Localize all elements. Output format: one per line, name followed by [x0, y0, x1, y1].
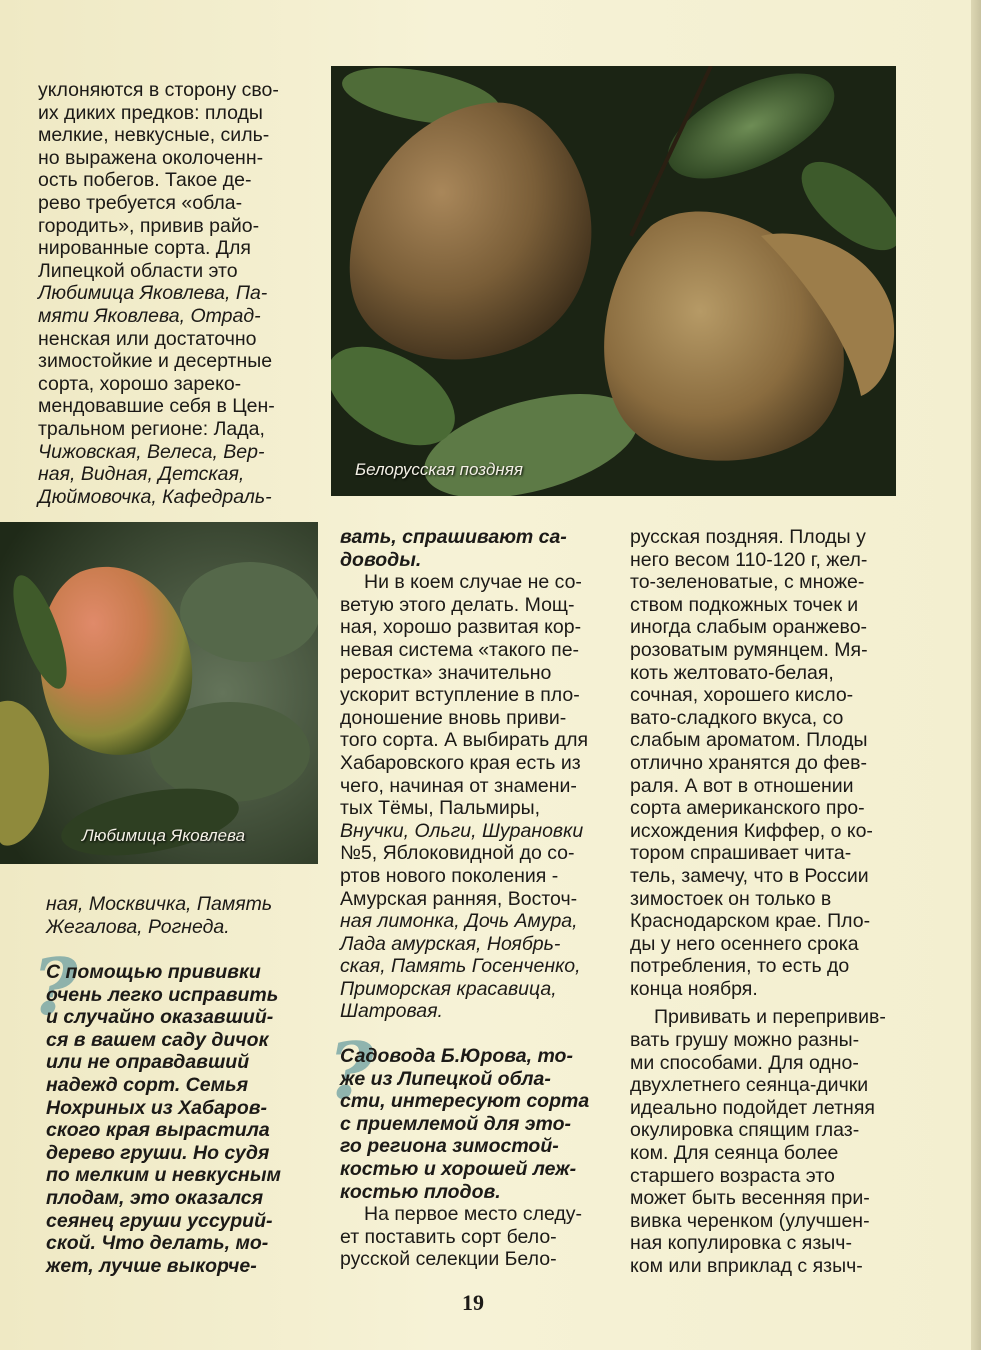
- text-line: ского края вырастила: [46, 1119, 270, 1142]
- text-line: окулировка спящим глаз-: [630, 1119, 860, 1142]
- text-line: тральном регионе: Лада,: [38, 417, 265, 440]
- text-line: Лада амурская, Ноябрь-: [340, 932, 561, 955]
- text-line: дерево груши. Но судя: [46, 1141, 270, 1164]
- text-line: ская, Память Госенченко,: [340, 955, 581, 978]
- text-line: сорта американского про-: [630, 797, 865, 820]
- text-line: реростка» значительно: [340, 661, 552, 684]
- page-number: 19: [462, 1290, 484, 1315]
- text-line: или не оправдавший: [46, 1051, 250, 1074]
- text-line: ная, Москвичка, Память: [46, 893, 273, 915]
- text-line: слабым ароматом. Плоды: [630, 729, 868, 752]
- reader-question-1-continued: [340, 526, 608, 571]
- text-line: ная, хорошо развитая кор-: [340, 616, 582, 639]
- text-line: вать грушу можно разны-: [630, 1029, 860, 1052]
- text-line: потребления, то есть до: [630, 955, 850, 978]
- reader-question-1: [32, 942, 318, 1277]
- text-line: тель, замечу, что в России: [630, 864, 869, 887]
- text-line: очень легко исправить: [46, 983, 279, 1006]
- text-line: Чижовская, Велеса, Вер-: [38, 440, 265, 463]
- text-line: же из Липецкой обла-: [340, 1067, 551, 1090]
- text-line: вивка черенком (улучшен-: [630, 1209, 870, 1232]
- text-line: по мелким и невкусным: [46, 1164, 281, 1187]
- text-line: зимостоек он только в: [630, 887, 832, 910]
- text-line: вать, спрашивают са-: [340, 526, 567, 548]
- text-line: тых Тёмы, Пальмиры,: [340, 797, 541, 820]
- text-line: доношение вновь приви-: [340, 706, 567, 729]
- text-line: вато-сладкого вкуса, со: [630, 706, 844, 729]
- text-line: сеянец груши уссурий-: [46, 1209, 273, 1232]
- reader-question-2: [328, 1026, 608, 1203]
- question-mark-icon: ?: [32, 942, 78, 1033]
- text-line: Жегалова, Рогнеда.: [46, 915, 230, 938]
- column-1-bottom-text: [46, 893, 318, 938]
- text-line: Липецкой области это: [38, 259, 238, 282]
- text-line: №5, Яблоковидной до со-: [340, 842, 575, 865]
- text-line: ет поставить сорт бело-: [340, 1225, 557, 1248]
- text-line: русская поздняя. Плоды у: [630, 526, 866, 548]
- text-line: костью плодов.: [340, 1180, 501, 1203]
- text-line: сочная, хорошего кисло-: [630, 684, 854, 707]
- answer-1: [340, 571, 608, 1023]
- text-line: Нохриных из Хабаров-: [46, 1096, 268, 1119]
- text-line: Внучки, Ольги, Шурановки: [340, 819, 584, 842]
- text-line: ненская или достаточно: [38, 327, 257, 350]
- answer-2-start: [340, 1203, 608, 1271]
- column-1-top-text: [38, 79, 310, 508]
- text-line: то-зеленоватые, с множе-: [630, 571, 865, 594]
- text-line: ость побегов. Такое де-: [38, 169, 252, 192]
- text-line: с приемлемой для это-: [340, 1112, 571, 1135]
- text-line: старшего возраста это: [630, 1164, 835, 1187]
- text-line: уклоняются в сторону сво-: [38, 79, 279, 101]
- text-line: плодам, это оказался: [46, 1186, 264, 1209]
- text-line: ской. Что делать, мо-: [46, 1232, 269, 1255]
- text-line: коть желтовато-белая,: [630, 661, 834, 684]
- text-line: ми способами. Для одно-: [630, 1051, 859, 1074]
- text-line: русской селекции Бело-: [340, 1248, 557, 1271]
- text-line: него весом 110-120 г, жел-: [630, 548, 868, 571]
- text-line: розоватым румянцем. Мя-: [630, 638, 868, 661]
- column-3-text: [630, 526, 906, 1278]
- text-line: ветую этого делать. Мощ-: [340, 593, 575, 616]
- text-line: тором спрашивает чита-: [630, 842, 852, 865]
- text-line: Садовода Б.Юрова, то-: [340, 1045, 573, 1068]
- text-line: исхождения Киффер, о ко-: [630, 819, 873, 842]
- text-line: конца ноября.: [630, 977, 758, 1000]
- text-line: двухлетнего сеянца-дички: [630, 1074, 869, 1097]
- text-line: го региона зимостой-: [340, 1135, 559, 1158]
- text-line: Амурская ранняя, Восточ-: [340, 887, 578, 910]
- text-line: может быть весенняя при-: [630, 1187, 870, 1210]
- text-line: Хабаровского края есть из: [340, 751, 581, 774]
- text-line: Любимица Яковлева, Па-: [38, 282, 268, 305]
- text-line: ная копулировка с языч-: [630, 1232, 852, 1255]
- text-line: их диких предков: плоды: [38, 101, 263, 124]
- photo-caption-top: Белорусская поздняя: [355, 460, 523, 479]
- text-line: жет, лучше выкорче-: [46, 1254, 257, 1277]
- text-line: ся в вашем саду дичок: [46, 1028, 269, 1051]
- photo-lyubimitsa-yakovleva: [0, 522, 318, 864]
- text-line: иногда слабым оранжево-: [630, 616, 868, 639]
- text-line: того сорта. А выбирать для: [340, 729, 589, 752]
- text-line: сти, интересуют сорта: [340, 1090, 590, 1113]
- text-line: городить», привив райо-: [38, 214, 260, 237]
- text-line: нированные сорта. Для: [38, 237, 251, 260]
- text-line: ная лимонка, Дочь Амура,: [340, 910, 578, 933]
- text-line: отлично хранятся до фев-: [630, 751, 867, 774]
- text-line: доводы.: [340, 548, 422, 571]
- text-line: надежд сорт. Семья: [46, 1073, 249, 1096]
- text-line: Дюймовочка, Кафедраль-: [38, 485, 272, 508]
- text-line: С помощью прививки: [46, 961, 261, 983]
- text-line: сорта, хорошо зареко-: [38, 372, 242, 395]
- photo-caption-left: Любимица Яковлева: [82, 826, 246, 845]
- text-line: раля. А вот в отношении: [630, 774, 854, 797]
- text-line: невая система «такого пе-: [340, 638, 580, 661]
- text-line: мелкие, невкусные, силь-: [38, 124, 270, 147]
- question-mark-icon: ?: [328, 1026, 374, 1118]
- text-line: ством подкожных точек и: [630, 593, 859, 616]
- page-edge: [971, 0, 981, 1350]
- photo-belorusskaya-pozdnyaya: [331, 66, 896, 496]
- text-line: ускорит вступление в пло-: [340, 684, 580, 707]
- text-line: ком или вприклад с языч-: [630, 1255, 863, 1277]
- text-line: Приморская красавица,: [340, 977, 557, 1000]
- text-line: костью и хорошей леж-: [340, 1158, 577, 1181]
- text-line: рево требуется «обла-: [38, 191, 243, 214]
- text-line: идеально подойдет летняя: [630, 1096, 875, 1119]
- text-line: Шатровая.: [340, 1000, 443, 1023]
- text-line: ком. Для сеянца более: [630, 1142, 839, 1165]
- text-line: и случайно оказавший-: [46, 1006, 274, 1029]
- text-line: ная, Видная, Детская,: [38, 463, 245, 486]
- text-line: ртов нового поколения -: [340, 864, 559, 887]
- text-line: Прививать и перепривив-: [654, 1006, 886, 1029]
- text-line: Ни в коем случае не со-: [364, 571, 582, 594]
- text-line: но выражена околоченн-: [38, 146, 264, 169]
- text-line: мяти Яковлева, Отрад-: [38, 304, 261, 327]
- text-line: мендовавшие себя в Цен-: [38, 395, 275, 418]
- text-line: зимостойкие и десертные: [38, 350, 273, 373]
- column-2-text: [328, 526, 608, 1271]
- pear-photo-illustration-2: [0, 522, 318, 864]
- pear-photo-illustration: [331, 66, 896, 496]
- text-line: чего, начиная от знамени-: [340, 774, 577, 797]
- text-line: Краснодарском крае. Пло-: [630, 910, 871, 933]
- text-line: На первое место следу-: [364, 1203, 582, 1226]
- text-line: ды у него осеннего срока: [630, 932, 859, 955]
